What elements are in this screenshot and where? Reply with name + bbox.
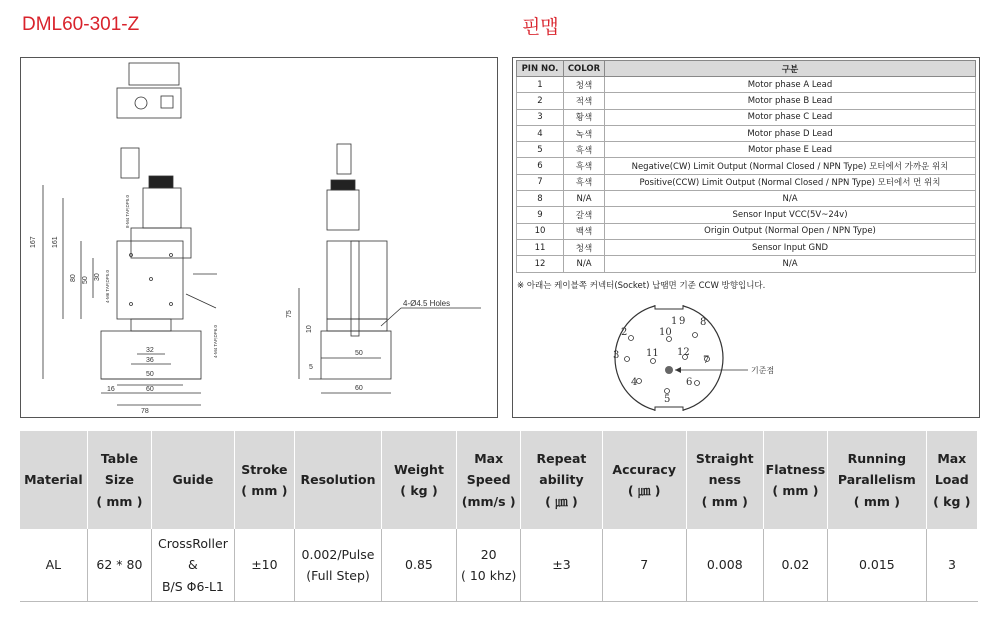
pin-desc: N/A (605, 191, 976, 207)
dim-75: 75 (286, 310, 293, 318)
table-row (517, 191, 976, 207)
table-row (517, 174, 976, 190)
spec-header-weight: Weight ( kg ) (381, 431, 456, 529)
header-pin-no: PIN NO. (517, 61, 564, 77)
dim-167: 167 (30, 236, 37, 248)
dim-side-50: 50 (355, 350, 363, 357)
header-color: COLOR (564, 61, 605, 77)
spec-value-material: AL (20, 529, 87, 602)
pin-desc: Sensor Input GND (605, 239, 976, 255)
pin-table (516, 60, 976, 273)
dim-10: 10 (306, 325, 313, 333)
spec-value-repeatability: ±3 (521, 529, 602, 602)
pin-desc: Origin Output (Normal Open / NPN Type) (605, 223, 976, 239)
table-row (517, 109, 976, 125)
table-row (517, 93, 976, 109)
pin-color: 적색 (564, 93, 605, 109)
connector-note: ※ 아래는 케이블쪽 커넥터(Socket) 납땜면 기준 CCW 방향입니다. (517, 281, 766, 291)
reference-label: 기준점 (751, 366, 775, 375)
spec-value-accuracy: 7 (602, 529, 686, 602)
pin-desc: Motor phase D Lead (605, 125, 976, 141)
label-8m4: 8-M4 TAP,DP5.0 (125, 194, 130, 228)
pin-label-4: 4 (631, 377, 638, 388)
table-row (517, 207, 976, 223)
spec-value-straightness: 0.008 (686, 529, 763, 602)
pin-label-3: 3 (613, 350, 620, 361)
pin-no: 8 (517, 191, 564, 207)
spec-header-table-size: Table Size ( mm ) (87, 431, 151, 529)
pin-desc: Negative(CW) Limit Output (Normal Closed / NPN Type) 모터에서 가까운 위치 (605, 158, 976, 174)
pin-label-8: 8 (700, 317, 707, 328)
spec-value-running-parallelism: 0.015 (828, 529, 926, 602)
pin-no: 12 (517, 256, 564, 272)
pin-desc: Motor phase A Lead (605, 77, 976, 93)
label-4m4: 4-M4 TAP,DP6.0 (213, 324, 218, 358)
spec-value-table-size: 62 * 80 (87, 529, 151, 602)
pinmap-title: 핀맵 (522, 16, 559, 38)
pin-label-12: 12 (677, 347, 690, 358)
pin-color: 갈색 (564, 207, 605, 223)
pin-color: 흑색 (564, 174, 605, 190)
spec-header-guide: Guide (152, 431, 235, 529)
pin-no: 5 (517, 142, 564, 158)
technical-drawing (20, 57, 498, 418)
pin-desc: Motor phase C Lead (605, 109, 976, 125)
spec-value-guide: CrossRoller & B/S Φ6-L1 (152, 529, 235, 602)
spec-header-running-parallelism: Running Parallelism ( mm ) (828, 431, 926, 529)
pin-no: 1 (517, 77, 564, 93)
spec-header-repeatability: Repeat ability ( ㎛ ) (521, 431, 602, 529)
pin-label-2: 2 (621, 327, 628, 338)
pin-color: 청색 (564, 239, 605, 255)
pin-color: 흑색 (564, 142, 605, 158)
spec-value-row (20, 529, 978, 602)
front-cable (121, 148, 139, 178)
spec-header-resolution: Resolution (295, 431, 382, 529)
pin-desc: Motor phase E Lead (605, 142, 976, 158)
pin-label-10: 10 (659, 327, 672, 338)
pin-desc: Sensor Input VCC(5V~24v) (605, 207, 976, 223)
pin-desc: N/A (605, 256, 976, 272)
dim-161: 161 (52, 236, 59, 248)
spec-value-flatness: 0.02 (763, 529, 828, 602)
table-row (517, 223, 976, 239)
top-view-body (117, 88, 181, 118)
pin-label-5: 5 (664, 394, 671, 405)
pin-color: 녹색 (564, 125, 605, 141)
pin-no: 7 (517, 174, 564, 190)
pin-no: 2 (517, 93, 564, 109)
pin-color: 청색 (564, 77, 605, 93)
table-row (517, 256, 976, 272)
top-view-motor (129, 63, 179, 85)
connector-diagram (603, 303, 863, 413)
holes-label: 4-Ø4.5 Holes (403, 299, 451, 308)
reference-point (665, 366, 673, 374)
pin-label-6: 6 (686, 377, 693, 388)
drawing-svg (21, 58, 497, 417)
pin-no: 10 (517, 223, 564, 239)
dim-36: 36 (146, 357, 154, 364)
spec-value-max-speed: 20 ( 10 khz) (456, 529, 520, 602)
pin-label-7: 7 (703, 355, 710, 366)
table-row (517, 142, 976, 158)
spec-header-row (20, 431, 978, 529)
pin-desc: Motor phase B Lead (605, 93, 976, 109)
dim-5: 5 (309, 364, 313, 371)
pin-no: 11 (517, 239, 564, 255)
spec-header-material: Material (20, 431, 87, 529)
pin-color: 황색 (564, 109, 605, 125)
spec-header-stroke: Stroke ( mm ) (234, 431, 294, 529)
spec-value-resolution: 0.002/Pulse (Full Step) (295, 529, 382, 602)
spec-header-flatness: Flatness ( mm ) (763, 431, 828, 529)
pin-no: 6 (517, 158, 564, 174)
dim-30: 30 (94, 273, 101, 281)
spec-header-max-speed: Max Speed (mm/s ) (456, 431, 520, 529)
table-row (517, 77, 976, 93)
spec-value-weight: 0.85 (381, 529, 456, 602)
table-row (517, 239, 976, 255)
spec-table (20, 431, 978, 602)
pin-no: 9 (517, 207, 564, 223)
dim-16: 16 (107, 386, 115, 393)
pin-color: 흑색 (564, 158, 605, 174)
header-category: 구분 (605, 61, 976, 77)
pin-label-9: 9 (679, 316, 686, 327)
dim-60: 60 (146, 386, 154, 393)
spec-value-max-load: 3 (926, 529, 977, 602)
dim-32: 32 (146, 347, 154, 354)
pin-color: N/A (564, 256, 605, 272)
table-row (517, 125, 976, 141)
dim-50: 50 (82, 276, 89, 284)
dim-80: 80 (70, 274, 77, 282)
table-row (517, 158, 976, 174)
label-4m6: 4-M6 TAP,DP5.0 (105, 269, 110, 303)
pin-map-panel (512, 57, 980, 418)
pin-no: 3 (517, 109, 564, 125)
dim-50b: 50 (146, 371, 154, 378)
model-title: DML60-301-Z (22, 14, 140, 35)
pin-label-11: 11 (646, 348, 659, 359)
spec-header-straightness: Straight ness ( mm ) (686, 431, 763, 529)
spec-value-stroke: ±10 (234, 529, 294, 602)
pin-no: 4 (517, 125, 564, 141)
pin-color: 백색 (564, 223, 605, 239)
spec-header-accuracy: Accuracy ( ㎛ ) (602, 431, 686, 529)
pin-color: N/A (564, 191, 605, 207)
front-motor (143, 188, 181, 228)
pin-desc: Positive(CCW) Limit Output (Normal Closed / NPN Type) 모터에서 먼 위치 (605, 174, 976, 190)
spec-header-max-load: Max Load ( kg ) (926, 431, 977, 529)
pin-label-1: 1 (671, 316, 678, 327)
dim-side-60: 60 (355, 385, 363, 392)
pin-table-header (517, 61, 976, 77)
dim-78: 78 (141, 408, 149, 415)
